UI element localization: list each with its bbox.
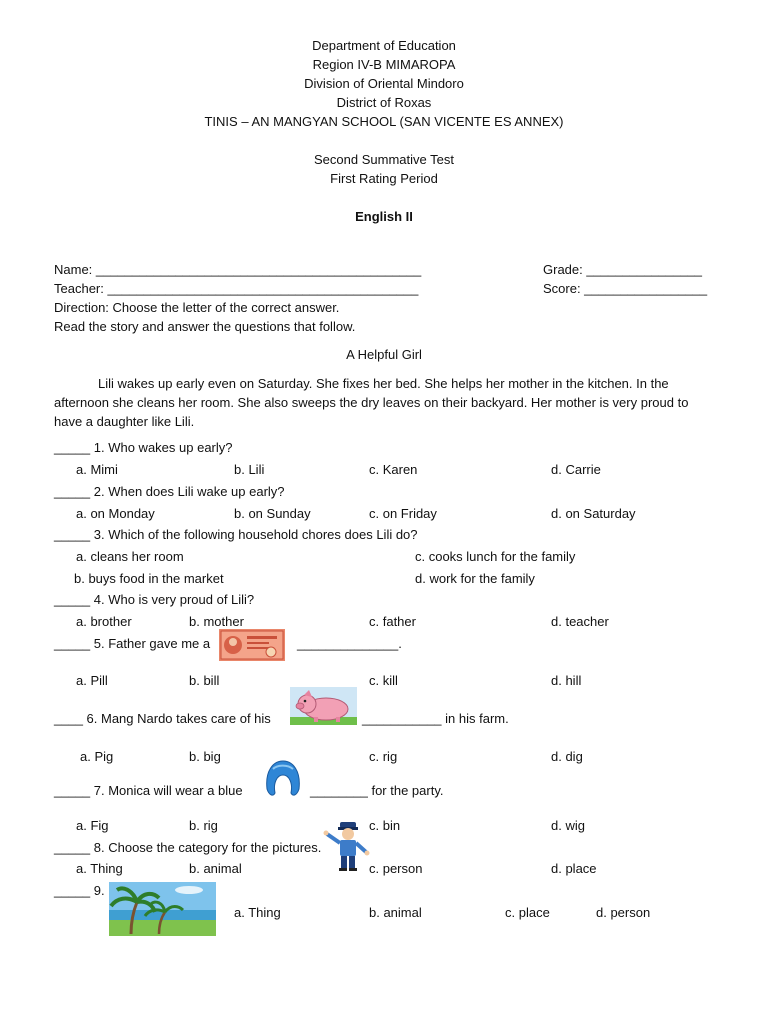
q1-choice-d: d. Carrie xyxy=(551,462,601,477)
question-4: _____ 4. Who is very proud of Lili? xyxy=(54,592,255,607)
q4-choice-c: c. father xyxy=(369,614,416,629)
question-2: _____ 2. When does Lili wake up early? xyxy=(54,484,285,499)
story-paragraph: Lili wakes up early even on Saturday. She fixes her bed. She helps her mother in the kitchen. In the afternoon she cleans her room. She also sweeps the dry leaves on their backyard. Her mother is very proud to have a daughter like Lili. xyxy=(54,376,689,429)
q3-choice-a: a. cleans her room xyxy=(76,549,184,564)
q6-choice-b: b. big xyxy=(189,749,221,764)
q3-choice-c: c. cooks lunch for the family xyxy=(415,549,576,564)
q6-blank: ___________ in his farm. xyxy=(362,711,509,726)
story-title: A Helpful Girl xyxy=(346,347,422,362)
q9-choice-d: d. person xyxy=(596,905,651,920)
q4-choice-a: a. brother xyxy=(76,614,132,629)
q6-choice-a: a. Pig xyxy=(80,749,114,764)
q3-choice-b: b. buys food in the market xyxy=(74,571,224,586)
pig-icon xyxy=(290,687,357,725)
header-district: District of Roxas xyxy=(336,95,432,110)
q9-choice-a: a. Thing xyxy=(234,905,281,920)
q8-choice-c: c. person xyxy=(369,861,423,876)
policeman-icon xyxy=(322,820,372,872)
question-7: _____ 7. Monica will wear a blue xyxy=(54,783,243,798)
blue-wig-icon xyxy=(263,759,303,799)
question-6: ____ 6. Mang Nardo takes care of his xyxy=(54,711,271,726)
question-1: _____ 1. Who wakes up early? xyxy=(54,440,233,455)
subject-title: English II xyxy=(355,209,413,224)
q2-choice-c: c. on Friday xyxy=(369,506,437,521)
grade-field: Grade: ________________ xyxy=(543,262,703,277)
q5-choice-d: d. hill xyxy=(551,673,582,688)
q5-choice-c: c. kill xyxy=(369,673,398,688)
q8-choice-a: a. Thing xyxy=(76,861,123,876)
q7-choice-c: c. bin xyxy=(369,818,401,833)
question-5: _____ 5. Father gave me a xyxy=(54,636,211,651)
q7-choice-b: b. rig xyxy=(189,818,218,833)
q2-choice-d: d. on Saturday xyxy=(551,506,636,521)
q1-choice-b: b. Lili xyxy=(234,462,265,477)
q4-choice-d: d. teacher xyxy=(551,614,609,629)
q7-choice-d: d. wig xyxy=(551,818,585,833)
question-8: _____ 8. Choose the category for the pictures. xyxy=(54,840,322,855)
q5-choice-a: a. Pill xyxy=(76,673,108,688)
q1-choice-c: c. Karen xyxy=(369,462,418,477)
test-title: Second Summative Test xyxy=(314,152,454,167)
q5-blank: ______________. xyxy=(297,636,402,651)
q9-choice-c: c. place xyxy=(505,905,550,920)
instruction-text: Read the story and answer the questions that follow. xyxy=(54,319,356,334)
q9-choice-b: b. animal xyxy=(369,905,422,920)
header-department: Department of Education xyxy=(312,38,456,53)
q7-blank: ________ for the party. xyxy=(310,783,444,798)
score-field: Score: _________________ xyxy=(543,281,708,296)
q3-choice-d: d. work for the family xyxy=(415,571,535,586)
beach-palm-trees-icon xyxy=(109,882,216,936)
q2-choice-a: a. on Monday xyxy=(76,506,155,521)
direction-text: Direction: Choose the letter of the correct answer. xyxy=(54,300,340,315)
q4-choice-b: b. mother xyxy=(189,614,244,629)
teacher-field: Teacher: ___________________________________________ xyxy=(54,281,419,296)
q2-choice-b: b. on Sunday xyxy=(234,506,311,521)
q1-choice-a: a. Mimi xyxy=(76,462,118,477)
q8-choice-d: d. place xyxy=(551,861,597,876)
q7-choice-a: a. Fig xyxy=(76,818,109,833)
question-9: _____ 9. xyxy=(54,883,105,898)
header-division: Division of Oriental Mindoro xyxy=(304,76,464,91)
peso-bill-icon xyxy=(219,629,285,661)
rating-period: First Rating Period xyxy=(330,171,438,186)
header-school: TINIS – AN MANGYAN SCHOOL (SAN VICENTE ES ANNEX) xyxy=(204,114,564,129)
question-3: _____ 3. Which of the following household chores does Lili do? xyxy=(54,527,418,542)
q6-choice-d: d. dig xyxy=(551,749,583,764)
q8-choice-b: b. animal xyxy=(189,861,242,876)
q5-choice-b: b. bill xyxy=(189,673,220,688)
q6-choice-c: c. rig xyxy=(369,749,398,764)
header-region: Region IV-B MIMAROPA xyxy=(312,57,456,72)
name-field: Name: _____________________________________________ xyxy=(54,262,422,277)
